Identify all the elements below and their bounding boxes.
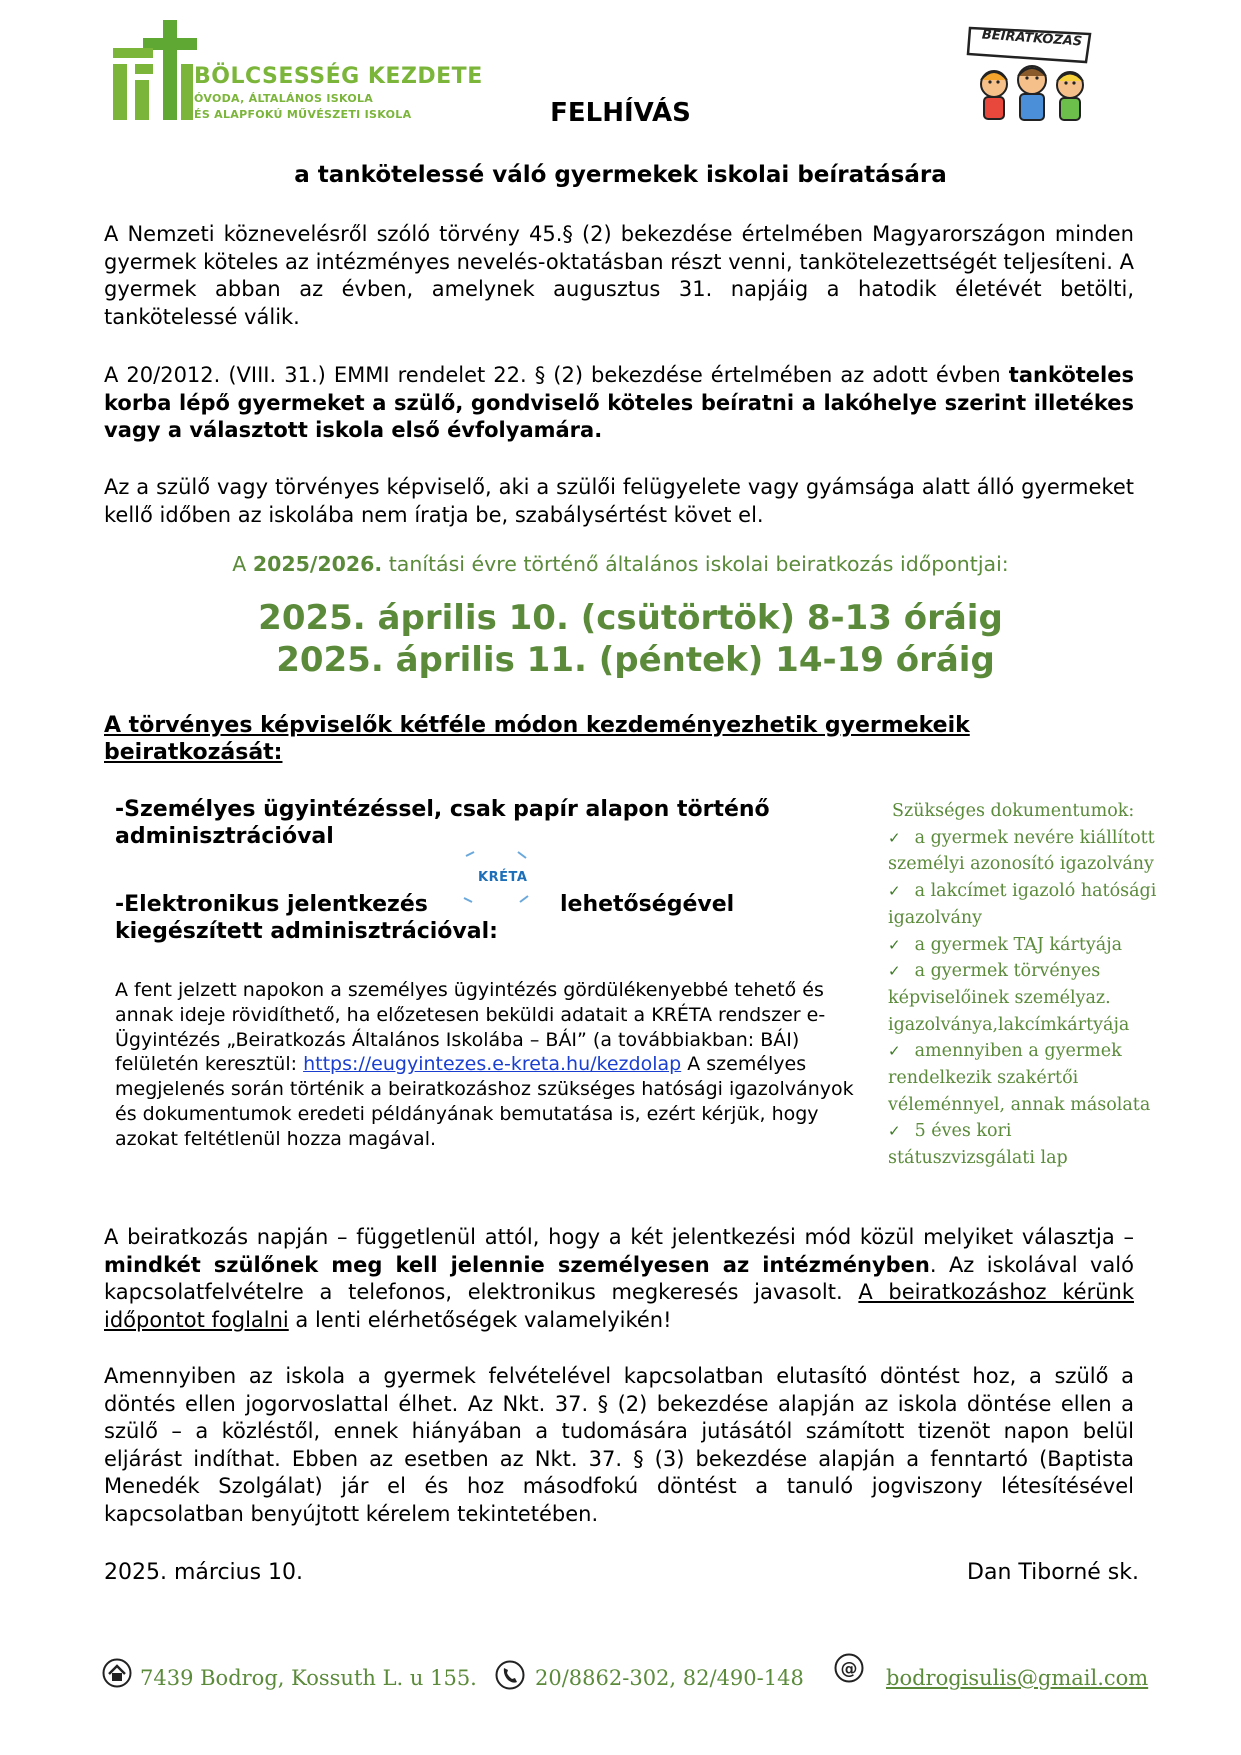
required-documents-title: Szükséges dokumentumok: [892, 801, 1135, 821]
document-item-continuation: rendelkezik szakértői véleménnyel, annak másolata [888, 1068, 1151, 1115]
method-electronic: -Elektronikus jelentkezés [115, 892, 428, 917]
document-item-continuation: képviselőinek személyaz. igazolványa,lakcímkártyája [888, 987, 1130, 1035]
enrollment-intro-suffix: tanítási évre történő általános iskolai beiratkozás időpontjai: [382, 552, 1009, 576]
paragraph-appeal: Amennyiben az iskola a gyermek felvételével kapcsolatban elutasító döntést hoz, a szülő a döntés ellen jogorvoslattal élhet. Az Nkt. 37. § (2) bekezdése alapján az iskola döntése ellen a szülő – a közléstől, ennek hiányában a tudomására jutásától számított tizenöt napon belül eljárást indíthat. Ebben az esetben az Nkt. 37. § (3) bekezdése alapján a fenntartó (Baptista Menedék Szolgálat) jár el és hoz másodfokú döntést a tanuló jogviszony létesítésével kapcsolatban benyújtott kérelem tekintetében. [104, 1364, 1134, 1526]
checkmark-icon: ✓ [888, 882, 901, 901]
list-item [888, 958, 1188, 985]
paragraph-emmi-decree-text: A 20/2012. (VIII. 31.) EMMI rendelet 22. § (2) bekezdése értelmében az adott évben [104, 363, 1009, 387]
logo-title: BÖLCSESSÉG KEZDETE [194, 64, 483, 89]
method-personal: -Személyes ügyintézéssel, csak papír alapon történő adminisztrációval [115, 797, 770, 849]
enrollment-dates-intro [0, 552, 1241, 576]
footer-address: 7439 Bodrog, Kossuth L. u 155. [140, 1666, 477, 1690]
paragraph-emmi-decree [104, 362, 1134, 445]
paragraph-compulsory-education: A Nemzeti köznevelésről szóló törvény 45.§ (2) bekezdése értelmében Magyarországon minden gyermek köteles az intézményes nevelés-oktatásban részt venni, tankötelezettségét teljesíteni. A gyermek abban az évben, amelynek augusztus 31. napjáig a hatodik életévét betölti, tankötelessé válik. [104, 222, 1134, 329]
p4-text-a: A beiratkozás napján – függetlenül attól, hogy a két jelentkezési mód közül melyiket választja – [104, 1225, 1134, 1249]
list-item [888, 878, 1188, 905]
online-registration-text [115, 978, 865, 1152]
p4-underline: A beiratkozáshoz kérünk időpontot foglalni [104, 1280, 1134, 1332]
checkmark-icon: ✓ [888, 828, 901, 847]
paragraph-emmi-decree-bold: tanköteles korba lépő gyermeket a szülő, gondviselő köteles beíratni a lakóhelye szerint illetékes vagy a választott iskola első évfolyamára. [104, 363, 1134, 442]
eugyintezes-link[interactable]: https://eugyintezes.e-kreta.hu/kezdolap [303, 1053, 682, 1076]
method-electronic-suffix: lehetőségével [560, 892, 735, 917]
kreta-logo-text: KRÉTA [478, 870, 528, 885]
required-documents-list [888, 798, 1188, 1172]
phone-icon [495, 1660, 525, 1690]
methods-heading: A törvényes képviselők kétféle módon kezdeményezhetik gyermekeik beiratkozását: [104, 713, 970, 765]
document-item-text: amennyiben a gyermek [914, 1041, 1122, 1062]
document-item-text: a lakcímet igazoló hatósági [914, 881, 1157, 902]
list-item [888, 825, 1188, 852]
document-date: 2025. március 10. [104, 1560, 304, 1585]
document-item-continuation: státuszvizsgálati lap [888, 1148, 1068, 1169]
checkmark-icon: ✓ [888, 935, 901, 954]
enrollment-date-2: 2025. április 11. (péntek) 14-19 óráig [276, 640, 995, 680]
home-icon [102, 1658, 132, 1688]
p4-text-b: . Az iskolával való kapcsolatfelvételre a telefonos, elektronikus megkeresés javasolt. [104, 1252, 1134, 1304]
online-text-before: A fent jelzett napokon a személyes ügyintézés gördülékenyebbé tehető és annak ideje rövidíthető, ha előzetesen beküldi adatait a KRÉTA rendszer e-Ügyintézés „Beiratkozás Általános Iskolába – BÁI” (a továbbiakban: BÁI) felületén keresztül: [115, 979, 826, 1076]
paragraph-both-parents [104, 1224, 1134, 1334]
enrollment-school-year: 2025/2026. [252, 552, 383, 576]
enrollment-date-1: 2025. április 10. (csütörtök) 8-13 óráig [258, 598, 1003, 638]
document-item-continuation: személyi azonosító igazolvány [888, 854, 1154, 875]
method-electronic-line2: kiegészített adminisztrációval: [115, 919, 498, 944]
logo-subtitle-2: ÉS ALAPFOKÚ MŰVÉSZETI ISKOLA [194, 108, 412, 121]
list-item [888, 932, 1188, 959]
signature: Dan Tiborné sk. [967, 1560, 1139, 1585]
footer-phone: 20/8862-302, 82/490-148 [535, 1666, 804, 1690]
list-item [888, 1038, 1188, 1065]
page-title: FELHÍVÁS [550, 98, 691, 128]
svg-text:@: @ [840, 1659, 858, 1679]
document-item-text: 5 éves kori [914, 1121, 1012, 1142]
page-subtitle: a tankötelessé váló gyermekek iskolai beíratására [294, 162, 947, 188]
document-item-text: a gyermek törvényes [914, 961, 1101, 982]
p4-text-c: a lenti elérhetőségek valamelyikén! [288, 1307, 672, 1332]
document-item-text: a gyermek nevére kiállított [914, 827, 1155, 848]
online-text-after: A személyes megjelenés során történik a beiratkozáshoz szükséges hatósági igazolványok és dokumentumok eredeti példányának bemutatása is, ezért kérjük, hogy azokat feltétlenül hozza magával. [115, 1053, 854, 1150]
document-item-continuation: igazolvány [888, 907, 983, 928]
checkmark-icon: ✓ [888, 1122, 901, 1141]
enrollment-intro-prefix: A [232, 552, 253, 576]
list-item [888, 1118, 1188, 1145]
enrollment-sign-text: BEIRATKOZÁS [981, 27, 1083, 50]
email-at-icon [834, 1653, 864, 1683]
logo-subtitle-1: ÓVODA, ÁLTALÁNOS ISKOLA [194, 92, 374, 105]
checkmark-icon: ✓ [888, 1042, 901, 1061]
p4-bold: mindkét szülőnek meg kell jelennie személyesen az intézményben [104, 1252, 930, 1277]
paragraph-violation: Az a szülő vagy törvényes képviselő, aki a szülői felügyelete vagy gyámsága alatt álló gyermeket kellő időben az iskolába nem íratja be, szabálysértést követ el. [104, 475, 1134, 527]
checkmark-icon: ✓ [888, 962, 901, 981]
document-item-text: a gyermek TAJ kártyája [914, 934, 1123, 955]
footer-email-link[interactable]: bodrogisulis@gmail.com [886, 1666, 1149, 1690]
